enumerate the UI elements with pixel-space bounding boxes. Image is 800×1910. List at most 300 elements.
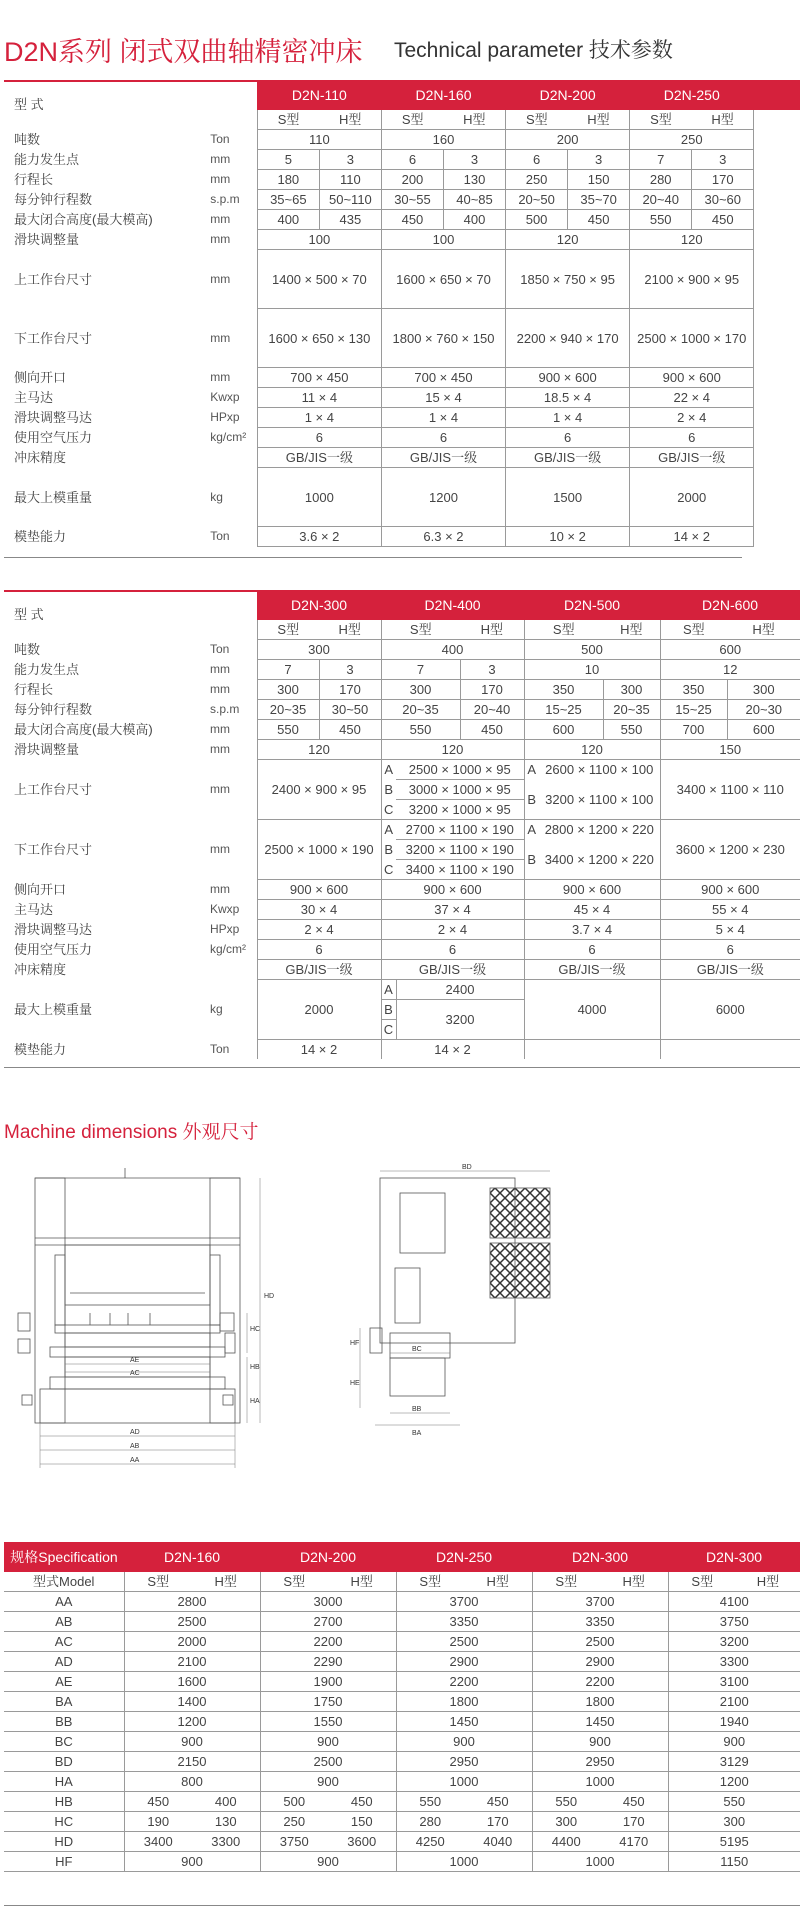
param-label: 上工作台尺寸 bbox=[14, 782, 93, 797]
value: 6 bbox=[381, 940, 524, 960]
param-unit bbox=[208, 960, 257, 980]
param-unit: mm bbox=[210, 172, 231, 186]
table-row bbox=[4, 1572, 800, 1592]
param-unit: mm bbox=[210, 722, 230, 736]
value: 3350 bbox=[396, 1612, 532, 1632]
side-label-ba: BA bbox=[412, 1430, 422, 1437]
value-s: 15~25 bbox=[660, 700, 727, 720]
value: 1400 bbox=[124, 1692, 260, 1712]
value: 2150 bbox=[124, 1752, 260, 1772]
table-row bbox=[4, 1040, 800, 1060]
table-cell bbox=[754, 368, 800, 388]
value-s: 5 bbox=[257, 150, 319, 170]
param-label: 每分钟行程数 bbox=[14, 702, 93, 717]
table-row bbox=[4, 1542, 800, 1572]
value-h: 450 bbox=[460, 720, 524, 740]
value: 2900 bbox=[396, 1652, 532, 1672]
value: 1000 bbox=[257, 468, 381, 527]
param-label: 上工作台尺寸 bbox=[14, 271, 93, 287]
table-cell bbox=[754, 170, 800, 190]
value: 900 bbox=[260, 1732, 396, 1752]
value: 1750 bbox=[260, 1692, 396, 1712]
table-row bbox=[4, 900, 800, 920]
value: 1200 bbox=[668, 1772, 800, 1792]
table-cell bbox=[754, 190, 800, 210]
variant-h: H型 bbox=[319, 110, 381, 130]
value-h: 170 bbox=[600, 1812, 668, 1832]
value-s: 300 bbox=[532, 1812, 600, 1832]
value: 3200 × 1100 × 190 bbox=[396, 840, 524, 860]
value-s: 7 bbox=[381, 660, 460, 680]
param-unit: mm bbox=[210, 882, 230, 896]
table1-bottom-rule bbox=[4, 557, 742, 558]
value-s: 500 bbox=[506, 210, 568, 230]
value: 6 bbox=[257, 428, 381, 448]
value: 18.5 × 4 bbox=[506, 388, 630, 408]
value: 2200 × 940 × 170 bbox=[506, 309, 630, 368]
value: 900 × 600 bbox=[381, 880, 524, 900]
table-row bbox=[4, 448, 800, 468]
header-fill bbox=[754, 80, 800, 110]
value: 11 × 4 bbox=[257, 388, 381, 408]
value-h: 35~70 bbox=[568, 190, 630, 210]
variant-s: S型 bbox=[660, 620, 727, 640]
param-label: 滑块调整马达 bbox=[14, 410, 93, 425]
value: 1400 × 500 × 70 bbox=[257, 250, 381, 309]
value: 900 × 600 bbox=[524, 880, 660, 900]
param-label: 最大闭合高度(最大模高) bbox=[14, 722, 153, 737]
front-label-hc: HC bbox=[250, 1326, 261, 1333]
table-row bbox=[4, 1592, 800, 1612]
tech-param-table-1 bbox=[4, 80, 800, 547]
table-row bbox=[4, 1672, 800, 1692]
variant-h: H型 bbox=[603, 620, 660, 640]
model-header: D2N-500 bbox=[524, 590, 660, 620]
value: 1450 bbox=[532, 1712, 668, 1732]
table-row bbox=[4, 230, 800, 250]
front-label-ad: AD bbox=[130, 1429, 140, 1436]
variant-a: A bbox=[381, 760, 396, 780]
value: 900 bbox=[396, 1732, 532, 1752]
value: 2700 × 1100 × 190 bbox=[396, 820, 524, 840]
value: 12 bbox=[660, 660, 800, 680]
side-label-bd: BD bbox=[462, 1164, 472, 1171]
value: 2000 bbox=[124, 1632, 260, 1652]
value: 900 bbox=[532, 1732, 668, 1752]
value: 3700 bbox=[396, 1592, 532, 1612]
table-cell bbox=[754, 210, 800, 230]
table-row bbox=[4, 1732, 800, 1752]
table-row bbox=[4, 1712, 800, 1732]
value-s: 20~40 bbox=[630, 190, 692, 210]
model-header: D2N-200 bbox=[260, 1542, 396, 1572]
value: 3200 × 1000 × 95 bbox=[396, 800, 524, 820]
value: 14 × 2 bbox=[381, 1040, 524, 1060]
param-unit: Ton bbox=[210, 529, 230, 543]
value: 1 × 4 bbox=[381, 408, 505, 428]
model-header: D2N-400 bbox=[381, 590, 524, 620]
side-label-bc: BC bbox=[412, 1346, 422, 1353]
value: 1 × 4 bbox=[506, 408, 630, 428]
value-s: 250 bbox=[260, 1812, 328, 1832]
value: 37 × 4 bbox=[381, 900, 524, 920]
value: 110 bbox=[257, 130, 381, 150]
value: 700 × 450 bbox=[381, 368, 505, 388]
value-s: 3400 bbox=[124, 1832, 192, 1852]
value-s: 400 bbox=[257, 210, 319, 230]
table-row bbox=[4, 740, 800, 760]
value: 160 bbox=[381, 130, 505, 150]
value-h: 3 bbox=[319, 660, 381, 680]
value: 900 × 600 bbox=[630, 368, 754, 388]
param-unit: HPxp bbox=[210, 410, 240, 424]
value: 3.6 × 2 bbox=[257, 527, 381, 547]
value-h: 170 bbox=[464, 1812, 532, 1832]
value-h: 20~30 bbox=[727, 700, 800, 720]
param-unit: s.p.m bbox=[210, 702, 240, 716]
value: 2100 bbox=[124, 1652, 260, 1672]
param-unit: Kwxp bbox=[210, 902, 240, 916]
param-unit: mm bbox=[210, 842, 230, 856]
param-unit: mm bbox=[210, 152, 231, 166]
value: 2950 bbox=[396, 1752, 532, 1772]
variant-a: A bbox=[524, 820, 539, 840]
value-s: 30~55 bbox=[381, 190, 443, 210]
param-label: 能力发生点 bbox=[14, 662, 80, 677]
variant-s: S型 bbox=[260, 1572, 328, 1592]
front-label-aa: AA bbox=[130, 1457, 140, 1464]
value-h: 3 bbox=[460, 660, 524, 680]
param-label: 滑块调整量 bbox=[14, 232, 80, 247]
table-cell bbox=[754, 468, 800, 527]
param-label: 主马达 bbox=[14, 390, 54, 405]
value: 2100 × 900 × 95 bbox=[630, 250, 754, 309]
value: 2500 × 1000 × 95 bbox=[396, 760, 524, 780]
model-header: D2N-300 bbox=[257, 590, 381, 620]
value-s: 6 bbox=[381, 150, 443, 170]
value-s: 20~35 bbox=[381, 700, 460, 720]
variant-s: S型 bbox=[506, 110, 568, 130]
value-s: 190 bbox=[124, 1812, 192, 1832]
value: 1550 bbox=[260, 1712, 396, 1732]
value-h: 3 bbox=[692, 150, 754, 170]
dimension-key: HC bbox=[4, 1812, 124, 1832]
table-row bbox=[4, 1692, 800, 1712]
table-cell bbox=[754, 130, 800, 150]
variant-h: H型 bbox=[692, 110, 754, 130]
table-cell bbox=[754, 150, 800, 170]
front-label-ac: AC bbox=[130, 1370, 140, 1377]
value-h: 300 bbox=[727, 680, 800, 700]
dimension-key: HF bbox=[4, 1852, 124, 1872]
value: 1000 bbox=[532, 1772, 668, 1792]
value: 120 bbox=[506, 230, 630, 250]
value: 1200 bbox=[124, 1712, 260, 1732]
variant-s: S型 bbox=[396, 1572, 464, 1592]
table-row bbox=[4, 368, 800, 388]
value: 1000 bbox=[532, 1852, 668, 1872]
value: GB/JIS一级 bbox=[257, 960, 381, 980]
front-label-hb: HB bbox=[250, 1364, 260, 1371]
value: 1600 bbox=[124, 1672, 260, 1692]
value: 6 bbox=[660, 940, 800, 960]
value: 2500 bbox=[124, 1612, 260, 1632]
param-label: 最大上模重量 bbox=[14, 489, 93, 505]
value-s: 15~25 bbox=[524, 700, 603, 720]
value: 2900 bbox=[532, 1652, 668, 1672]
param-label: 最大上模重量 bbox=[14, 1002, 93, 1017]
param-unit: mm bbox=[210, 271, 231, 286]
param-unit: kg bbox=[210, 1002, 223, 1016]
value: 5195 bbox=[668, 1832, 800, 1852]
value: 3400 × 1200 × 220 bbox=[539, 840, 660, 880]
value: 300 bbox=[257, 640, 381, 660]
dimensions-title: Machine dimensions 外观尺寸 bbox=[4, 1122, 259, 1143]
param-label: 最大闭合高度(最大模高) bbox=[14, 212, 153, 227]
dimension-key: BA bbox=[4, 1692, 124, 1712]
table-row bbox=[4, 720, 800, 740]
value: 3200 × 1100 × 100 bbox=[539, 780, 660, 820]
value-h: 450 bbox=[328, 1792, 396, 1812]
value: 6000 bbox=[660, 980, 800, 1040]
value: 1200 bbox=[381, 468, 505, 527]
value: 30 × 4 bbox=[257, 900, 381, 920]
model-header-label: 型 式 bbox=[14, 97, 44, 113]
value-h: 3600 bbox=[328, 1832, 396, 1852]
table-cell bbox=[754, 428, 800, 448]
value: 1800 × 760 × 150 bbox=[381, 309, 505, 368]
value: 55 × 4 bbox=[660, 900, 800, 920]
value-h: 3300 bbox=[192, 1832, 260, 1852]
param-unit: kg/cm² bbox=[210, 942, 246, 956]
param-label: 模垫能力 bbox=[14, 529, 67, 544]
value: 2200 bbox=[532, 1672, 668, 1692]
variant-s: S型 bbox=[124, 1572, 192, 1592]
value: GB/JIS一级 bbox=[630, 448, 754, 468]
value: 1900 bbox=[260, 1672, 396, 1692]
dimension-key: AD bbox=[4, 1652, 124, 1672]
param-label: 侧向开口 bbox=[14, 882, 67, 897]
lattice-panel-icon bbox=[490, 1243, 550, 1298]
value-h: 3 bbox=[568, 150, 630, 170]
table-cell bbox=[754, 230, 800, 250]
value: 1 × 4 bbox=[257, 408, 381, 428]
dimension-key: BC bbox=[4, 1732, 124, 1752]
table-row bbox=[4, 980, 800, 1000]
value: 1800 bbox=[532, 1692, 668, 1712]
variant-s: S型 bbox=[257, 110, 319, 130]
table-row bbox=[4, 1612, 800, 1632]
value: 3000 bbox=[260, 1592, 396, 1612]
value: 1500 bbox=[506, 468, 630, 527]
value: 10 × 2 bbox=[506, 527, 630, 547]
table-row bbox=[4, 428, 800, 448]
table-row bbox=[4, 408, 800, 428]
variant-s: S型 bbox=[668, 1572, 736, 1592]
variant-c: C bbox=[381, 1020, 396, 1040]
value: 1450 bbox=[396, 1712, 532, 1732]
value-h: 450 bbox=[464, 1792, 532, 1812]
value: 2290 bbox=[260, 1652, 396, 1672]
value-s: 4250 bbox=[396, 1832, 464, 1852]
value-s: 35~65 bbox=[257, 190, 319, 210]
value: 1600 × 650 × 130 bbox=[257, 309, 381, 368]
value: 2800 × 1200 × 220 bbox=[544, 822, 654, 838]
table-row bbox=[4, 640, 800, 660]
value: 10 bbox=[524, 660, 660, 680]
value: 2 × 4 bbox=[257, 920, 381, 940]
value: 2500 × 1000 × 170 bbox=[630, 309, 754, 368]
value-s: 7 bbox=[257, 660, 319, 680]
value-h: 4040 bbox=[464, 1832, 532, 1852]
dimension-key: AE bbox=[4, 1672, 124, 1692]
table-row bbox=[4, 150, 800, 170]
value-s: 450 bbox=[124, 1792, 192, 1812]
value: 1150 bbox=[668, 1852, 800, 1872]
value: 2600 × 1100 × 100 bbox=[545, 762, 654, 778]
dimension-key: AC bbox=[4, 1632, 124, 1652]
param-unit: kg/cm² bbox=[210, 430, 247, 444]
table-row bbox=[4, 80, 800, 110]
value: 2100 bbox=[668, 1692, 800, 1712]
value-s: 4400 bbox=[532, 1832, 600, 1852]
dimension-key: HB bbox=[4, 1792, 124, 1812]
variant-h: H型 bbox=[464, 1572, 532, 1592]
value: 3129 bbox=[668, 1752, 800, 1772]
table3-bottom-rule bbox=[4, 1905, 800, 1906]
value: 3200 bbox=[668, 1632, 800, 1652]
variant-h: H型 bbox=[727, 620, 800, 640]
value: 45 × 4 bbox=[524, 900, 660, 920]
value-s: 600 bbox=[524, 720, 603, 740]
table-cell bbox=[754, 110, 800, 130]
value: GB/JIS一级 bbox=[257, 448, 381, 468]
value: 2 × 4 bbox=[630, 408, 754, 428]
value-s: 300 bbox=[257, 680, 319, 700]
table-row bbox=[4, 1832, 800, 1852]
table-row bbox=[4, 1752, 800, 1772]
value: 300 bbox=[668, 1812, 800, 1832]
dimension-key: BD bbox=[4, 1752, 124, 1772]
value: 3400 × 1100 × 110 bbox=[660, 760, 800, 820]
value: 900 bbox=[260, 1772, 396, 1792]
value: 2400 × 900 × 95 bbox=[257, 760, 381, 820]
table-row bbox=[4, 527, 800, 547]
param-label: 冲床精度 bbox=[14, 450, 67, 465]
table-cell bbox=[208, 80, 257, 130]
value: 3750 bbox=[668, 1612, 800, 1632]
side-label-he: HE bbox=[350, 1380, 360, 1387]
value-s: 550 bbox=[396, 1792, 464, 1812]
value-s: 350 bbox=[524, 680, 603, 700]
variant-h: H型 bbox=[192, 1572, 260, 1592]
value: 2500 bbox=[532, 1632, 668, 1652]
value-h: 450 bbox=[319, 720, 381, 740]
variant-h: H型 bbox=[443, 110, 505, 130]
value-s: 20~35 bbox=[257, 700, 319, 720]
variant-a: A bbox=[381, 820, 396, 840]
table-row bbox=[4, 1852, 800, 1872]
value: 2 × 4 bbox=[381, 920, 524, 940]
value: 250 bbox=[630, 130, 754, 150]
value: 900 bbox=[260, 1852, 396, 1872]
variant-c: C bbox=[381, 860, 396, 880]
value: 120 bbox=[257, 740, 381, 760]
value: 22 × 4 bbox=[630, 388, 754, 408]
value-h: 3 bbox=[443, 150, 505, 170]
page-subtitle: Technical parameter 技术参数 bbox=[394, 39, 673, 62]
value-s: 550 bbox=[532, 1792, 600, 1812]
param-label: 模垫能力 bbox=[14, 1041, 67, 1057]
value: 15 × 4 bbox=[381, 388, 505, 408]
front-label-hd: HD bbox=[264, 1293, 275, 1300]
variant-s: S型 bbox=[532, 1572, 600, 1592]
param-label: 能力发生点 bbox=[14, 152, 80, 167]
param-unit: mm bbox=[210, 742, 230, 756]
front-view-drawing bbox=[10, 1163, 285, 1493]
value: GB/JIS一级 bbox=[506, 448, 630, 468]
front-label-ae: AE bbox=[130, 1357, 140, 1364]
value-s: 500 bbox=[260, 1792, 328, 1812]
param-label: 每分钟行程数 bbox=[14, 192, 93, 207]
value: 3200 bbox=[396, 1000, 524, 1040]
value: 2000 bbox=[630, 468, 754, 527]
table-row bbox=[4, 190, 800, 210]
param-label: 冲床精度 bbox=[14, 962, 67, 977]
value-h: 30~60 bbox=[692, 190, 754, 210]
value: 3100 bbox=[668, 1672, 800, 1692]
value-h: 50~110 bbox=[319, 190, 381, 210]
value-s: 280 bbox=[396, 1812, 464, 1832]
value: 4000 bbox=[524, 980, 660, 1040]
value: 5 × 4 bbox=[660, 920, 800, 940]
value-s: 700 bbox=[660, 720, 727, 740]
param-unit: mm bbox=[210, 212, 231, 226]
param-unit: mm bbox=[210, 782, 230, 796]
value-s: 550 bbox=[257, 720, 319, 740]
value-h: 130 bbox=[192, 1812, 260, 1832]
value-h: 150 bbox=[568, 170, 630, 190]
model-header: D2N-250 bbox=[630, 80, 754, 110]
param-unit: mm bbox=[210, 682, 230, 696]
value: 3600 × 1200 × 230 bbox=[660, 820, 800, 880]
page-title: D2N系列 闭式双曲轴精密冲床 bbox=[4, 37, 363, 67]
table-row bbox=[4, 940, 800, 960]
table-row bbox=[4, 680, 800, 700]
table-cell bbox=[754, 408, 800, 428]
param-unit: mm bbox=[210, 662, 230, 676]
value: 150 bbox=[660, 740, 800, 760]
table-row bbox=[4, 388, 800, 408]
model-header: D2N-110 bbox=[257, 80, 381, 110]
table-row bbox=[4, 820, 800, 840]
value-h: 170 bbox=[319, 680, 381, 700]
side-label-hf: HF bbox=[350, 1340, 360, 1347]
variant-h: H型 bbox=[328, 1572, 396, 1592]
param-unit: Ton bbox=[210, 132, 230, 146]
variant-s: S型 bbox=[381, 620, 460, 640]
param-unit: Kwxp bbox=[210, 390, 240, 404]
value: 600 bbox=[660, 640, 800, 660]
param-unit: kg bbox=[210, 489, 223, 504]
table-row bbox=[4, 880, 800, 900]
side-view-drawing bbox=[350, 1163, 560, 1463]
value-h: 170 bbox=[460, 680, 524, 700]
model-header-label: 型 式 bbox=[14, 607, 44, 623]
value: 120 bbox=[381, 740, 524, 760]
value-h: 20~35 bbox=[603, 700, 660, 720]
value: 1600 × 650 × 70 bbox=[381, 250, 505, 309]
